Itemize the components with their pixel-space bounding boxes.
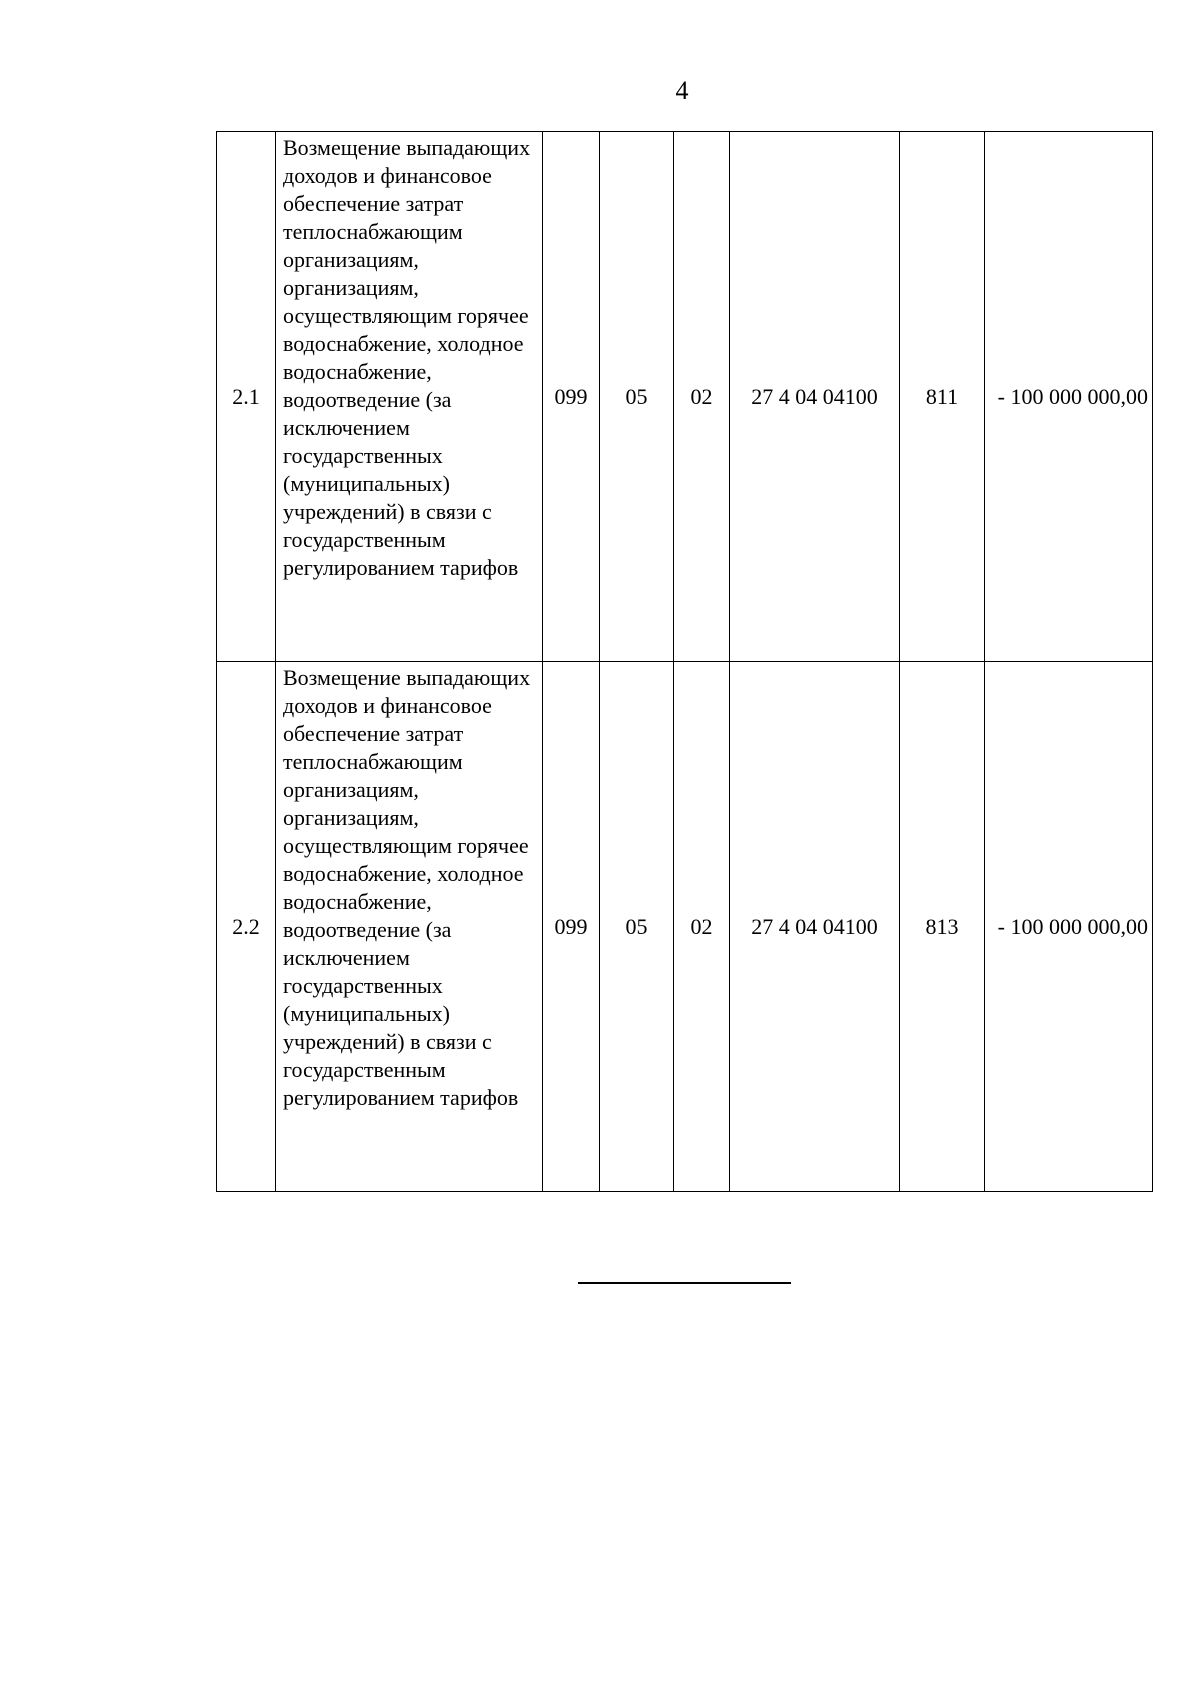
subsection-code: 02 (674, 132, 730, 662)
target-article-code: 27 4 04 04100 (730, 662, 900, 1192)
ministry-code: 099 (543, 662, 600, 1192)
budget-table (216, 131, 1153, 1192)
row-name: Возмещение выпадающих доходов и финансовое обеспечение затрат теплоснабжающим организациям, организациям, осуществляющим горячее водоснабжение, холодное водоснабжение, водоотведение (за исключением государственных (муниципальных) учреждений) в связи с государственным регулированием тарифов (283, 135, 531, 580)
subsection-code: 02 (674, 662, 730, 1192)
row-number: 2.1 (217, 132, 276, 662)
target-article-code: 27 4 04 04100 (730, 132, 900, 662)
table-row (217, 662, 1153, 1192)
section-code: 05 (600, 132, 674, 662)
table-row (217, 132, 1153, 662)
expense-type-code: 811 (900, 132, 985, 662)
amount: - 100 000 000,00 (985, 132, 1153, 662)
row-name-cell (276, 662, 543, 1192)
section-code: 05 (600, 662, 674, 1192)
expense-type-code: 813 (900, 662, 985, 1192)
row-name: Возмещение выпадающих доходов и финансовое обеспечение затрат теплоснабжающим организациям, организациям, осуществляющим горячее водоснабжение, холодное водоснабжение, водоотведение (за исключением государственных (муниципальных) учреждений) в связи с государственным регулированием тарифов (283, 665, 531, 1110)
row-name-cell (276, 132, 543, 662)
row-number: 2.2 (217, 662, 276, 1192)
amount: - 100 000 000,00 (985, 662, 1153, 1192)
ministry-code: 099 (543, 132, 600, 662)
end-of-document-rule (578, 1282, 791, 1284)
page-number: 4 (675, 76, 689, 105)
